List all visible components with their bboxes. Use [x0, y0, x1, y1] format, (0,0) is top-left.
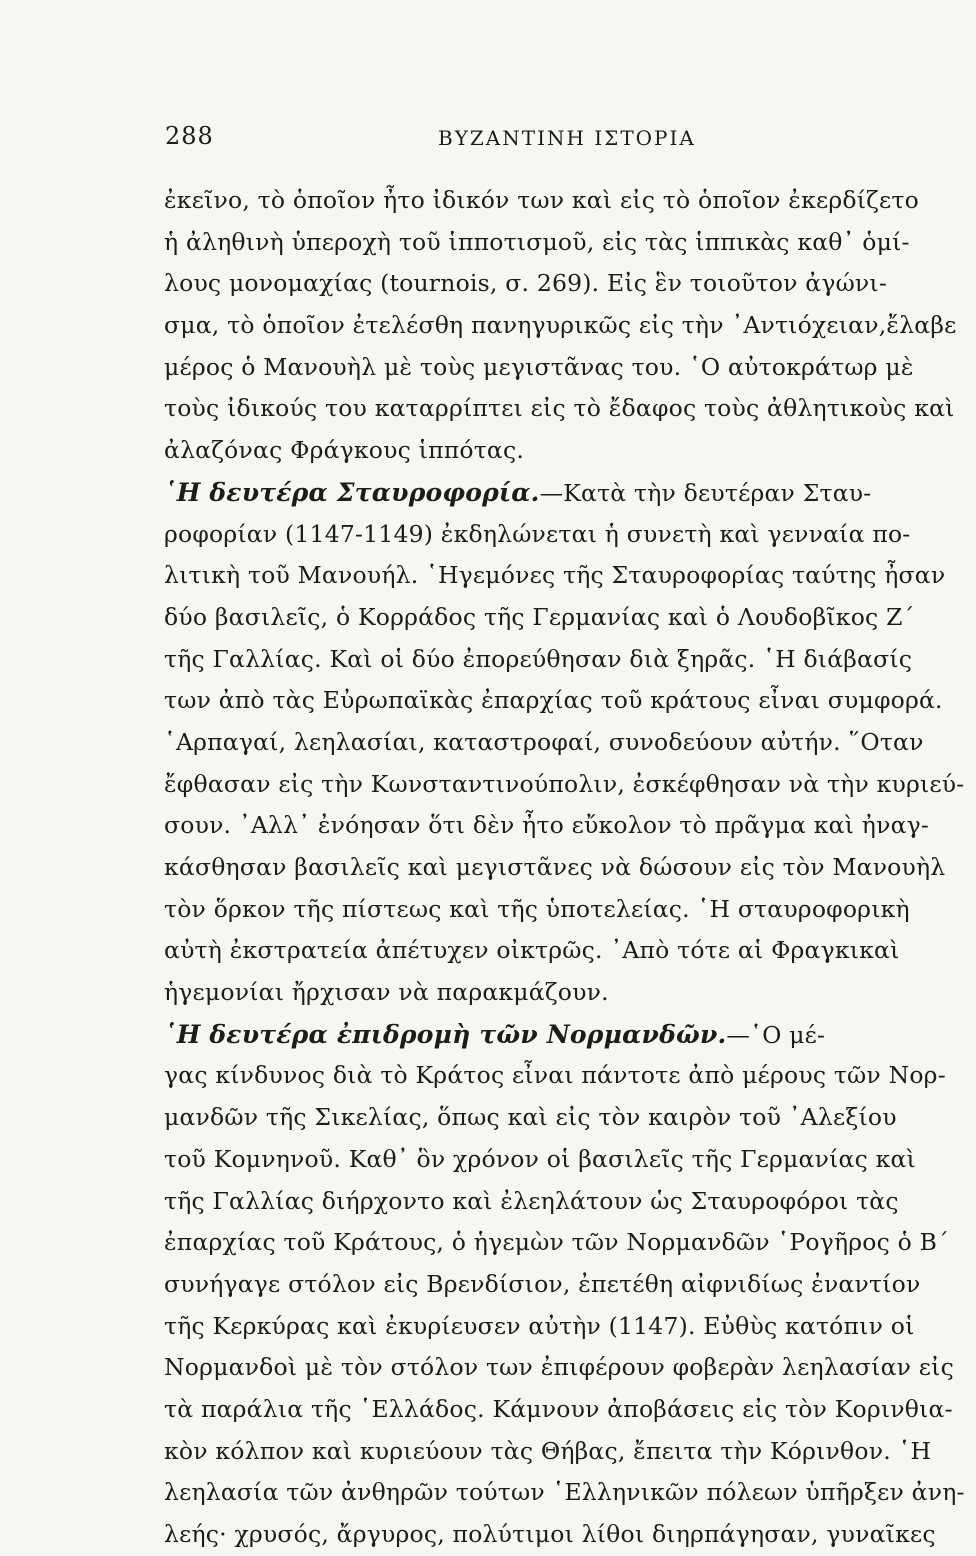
line-text: δύο βασιλεῖς, ὁ Κορράδος τῆς Γερμανίας καὶ ὁ Λουδοβῖκος Ζ´	[164, 602, 915, 631]
line-text: λιτικὴ τοῦ Μανουήλ. ῾Ηγεμόνες τῆς Σταυροφορίας ταύτης ἦσαν	[164, 561, 946, 590]
text-line	[142, 1306, 952, 1348]
text-line	[142, 930, 952, 972]
line-text: κὸν κόλπον καὶ κυριεύουν τὰς Θήβας, ἔπειτα τὴν Κόρινθον. ῾Η	[164, 1436, 932, 1465]
line-text: ἔφθασαν εἰς τὴν Κωνσταντινούπολιν, ἐσκέφθησαν νὰ τὴν κυριεύ-	[164, 769, 965, 798]
text-line	[142, 263, 952, 305]
body-text	[142, 180, 965, 1556]
line-text: ἡ ἀληθινὴ ὑπεροχὴ τοῦ ἱπποτισμοῦ, εἰς τὰς ἱππικὰς καθ᾿ ὁμί-	[164, 227, 910, 256]
text-line	[142, 1139, 952, 1181]
line-text: σουν. ᾿Αλλ᾿ ἐνόησαν ὅτι δὲν ἦτο εὔκολον τὸ πρᾶγμα καὶ ἠναγ-	[164, 811, 930, 840]
text-line	[142, 639, 952, 681]
line-text: μανδῶν τῆς Σικελίας, ὅπως καὶ εἰς τὸν καιρὸν τοῦ ᾿Αλεξίου	[164, 1103, 897, 1132]
line-text: συνήγαγε στόλον εἰς Βρενδίσιον, ἐπετέθη αἰφνιδίως ἐναντίον	[164, 1269, 921, 1298]
text-line	[142, 972, 952, 1014]
text-line	[142, 764, 965, 806]
line-text: ἡγεμονίαι ἤρχισαν νὰ παρακμάζουν.	[164, 978, 609, 1007]
text-line	[142, 1514, 952, 1556]
line-text: τῆς Γαλλίας. Καὶ οἱ δύο ἐπορεύθησαν διὰ ξηρᾶς. ῾Η διάβασίς	[164, 644, 913, 673]
line-text: λεηλασία τῶν ἀνθηρῶν τούτων ῾Ελληνικῶν πόλεων ὑπῆρξεν ἀνη-	[164, 1478, 965, 1507]
text-line	[142, 222, 952, 264]
text-line	[142, 555, 952, 597]
text-line	[142, 847, 952, 889]
text-line	[142, 1097, 952, 1139]
text-line	[142, 1472, 965, 1514]
running-head-title: ΒΥΖΑΝΤΙΝΗ ΙΣΤΟΡΙΑ	[438, 126, 696, 150]
line-text: ροφορίαν (1147-1149) ἐκδηλώνεται ἡ συνετὴ καὶ γενναία πο-	[164, 519, 911, 548]
line-text: τοῦ Κομνηνοῦ. Καθ᾿ ὃν χρόνον οἱ βασιλεῖς τῆς Γερμανίας καὶ	[164, 1144, 916, 1173]
text-line	[142, 1055, 952, 1097]
text-line	[142, 722, 952, 764]
text-line	[142, 1014, 952, 1056]
line-text: λεής· χρυσός, ἄργυρος, πολύτιμοι λίθοι διηρπάγησαν, γυναῖκες	[164, 1520, 936, 1548]
text-line	[142, 347, 952, 389]
line-text: ἐπαρχίας τοῦ Κράτους, ὁ ἡγεμὼν τῶν Νορμανδῶν ῾Ρογῆρος ὁ Β´	[164, 1228, 950, 1257]
text-line	[142, 680, 952, 722]
line-text: αὐτὴ ἐκστρατεία ἀπέτυχεν οἰκτρῶς. ᾿Απὸ τότε αἱ Φραγκικαὶ	[164, 936, 900, 965]
line-text: λους μονομαχίας (tournois, σ. 269). Εἰς ἓν τοιοῦτον ἀγώνι-	[164, 269, 887, 298]
text-line	[142, 1181, 952, 1223]
page-number: 288	[165, 122, 214, 150]
line-text: τοὺς ἰδικούς του καταρρίπτει εἰς τὸ ἔδαφος τοὺς ἀθλητικοὺς καὶ	[164, 394, 955, 423]
text-line	[142, 388, 955, 430]
text-line	[142, 180, 952, 222]
line-text: τὸν ὅρκον τῆς πίστεως καὶ τῆς ὑποτελείας. ῾Η σταυροφορικὴ	[164, 894, 910, 923]
line-text: ἀλαζόνας Φράγκους ἱππότας.	[164, 436, 525, 465]
line-text: ἐκεῖνο, τὸ ὁποῖον ἦτο ἰδικόν των καὶ εἰς τὸ ὁποῖον ἐκερδίζετο	[164, 186, 919, 214]
text-line	[142, 1389, 952, 1431]
line-text: των ἀπὸ τὰς Εὐρωπαϊκὰς ἐπαρχίας τοῦ κράτους εἶναι συμφορά.	[164, 686, 943, 715]
text-line	[142, 305, 957, 347]
line-text: Νορμανδοὶ μὲ τὸν στόλον των ἐπιφέρουν φοβερὰν λεηλασίαν εἰς	[164, 1353, 954, 1382]
line-text: —Κατὰ τὴν δευτέραν Σταυ-	[539, 478, 872, 507]
line-text: γας κίνδυνος διὰ τὸ Κράτος εἶναι πάντοτε ἀπὸ μέρους τῶν Νορ-	[164, 1061, 946, 1090]
line-text: κάσθησαν βασιλεῖς καὶ μεγιστᾶνες νὰ δώσουν εἰς τὸν Μανουὴλ	[164, 853, 946, 881]
section-heading: ῾Η δευτέρα ἐπιδρομὴ τῶν Νορμανδῶν.	[164, 1019, 727, 1049]
text-line	[142, 430, 952, 472]
line-text: σμα, τὸ ὁποῖον ἐτελέσθη πανηγυρικῶς εἰς τὴν ᾿Αντιόχειαν,ἔλαβε	[164, 311, 957, 340]
line-text: τῆς Γαλλίας διήρχοντο καὶ ἐλεηλάτουν ὡς Σταυροφόροι τὰς	[164, 1186, 899, 1215]
text-line	[142, 514, 952, 556]
line-text: τὰ παράλια τῆς ῾Ελλάδος. Κάμνουν ἀποβάσεις εἰς τὸν Κορινθια-	[164, 1394, 953, 1423]
section-heading: ῾Η δευτέρα Σταυροφορία.	[164, 477, 540, 507]
line-text: —῾Ο μέ-	[726, 1020, 826, 1049]
text-line	[142, 472, 952, 514]
text-line	[142, 889, 952, 931]
text-line	[142, 1264, 952, 1306]
line-text: μέρος ὁ Μανουὴλ μὲ τοὺς μεγιστᾶνας του. ῾Ο αὐτοκράτωρ μὲ	[164, 352, 914, 381]
line-text: τῆς Κερκύρας καὶ ἐκυρίευσεν αὐτὴν (1147). Εὐθὺς κατόπιν οἱ	[164, 1311, 915, 1340]
line-text: ῾Αρπαγαί, λεηλασίαι, καταστροφαί, συνοδεύουν αὐτήν. ῞Οταν	[164, 727, 924, 756]
text-line	[142, 805, 952, 847]
text-line	[142, 1431, 952, 1473]
text-line	[142, 1347, 952, 1389]
text-line	[142, 597, 952, 639]
text-line	[142, 1222, 952, 1264]
